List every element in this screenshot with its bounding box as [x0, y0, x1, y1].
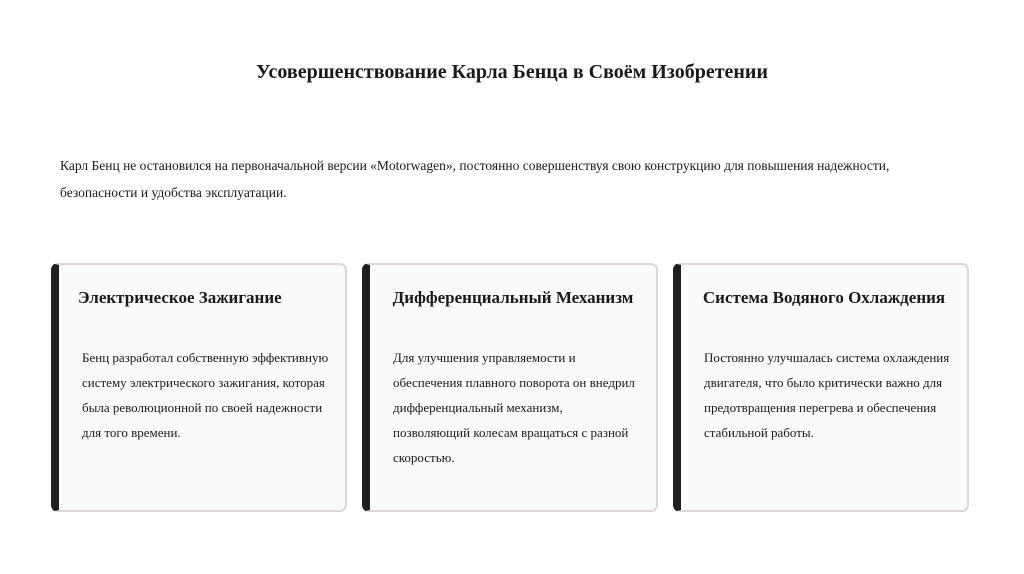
slide-title: Усовершенствование Карла Бенца в Своём Изобретении: [256, 61, 768, 83]
card-title: Дифференциальный Механизм: [392, 288, 634, 307]
card-body: Постоянно улучшалась система охлаждения двигателя, что было критически важно для предотвращения перегрева и обеспечения стабильной работы.: [704, 350, 950, 440]
card-body: Бенц разработал собственную эффективную систему электрического зажигания, которая была революционной по своей надежности для того времени.: [82, 350, 329, 440]
card-water-cooling: [673, 263, 969, 512]
card-electric-ignition: [51, 263, 347, 512]
card-differential: [362, 263, 658, 512]
card-title: Система Водяного Охлаждения: [702, 288, 946, 307]
card-body: Для улучшения управляемости и обеспечения плавного поворота он внедрил дифференциальный механизм, позволяющий колесам вращаться с разной скоростью.: [393, 350, 635, 465]
card-title: Электрическое Зажигание: [78, 288, 282, 307]
intro-paragraph: Карл Бенц не остановился на первоначальной версии «Motorwagen», постоянно совершенствуя свою конструкцию для повышения надежности, безопасности и удобства эксплуатации.: [60, 158, 890, 200]
